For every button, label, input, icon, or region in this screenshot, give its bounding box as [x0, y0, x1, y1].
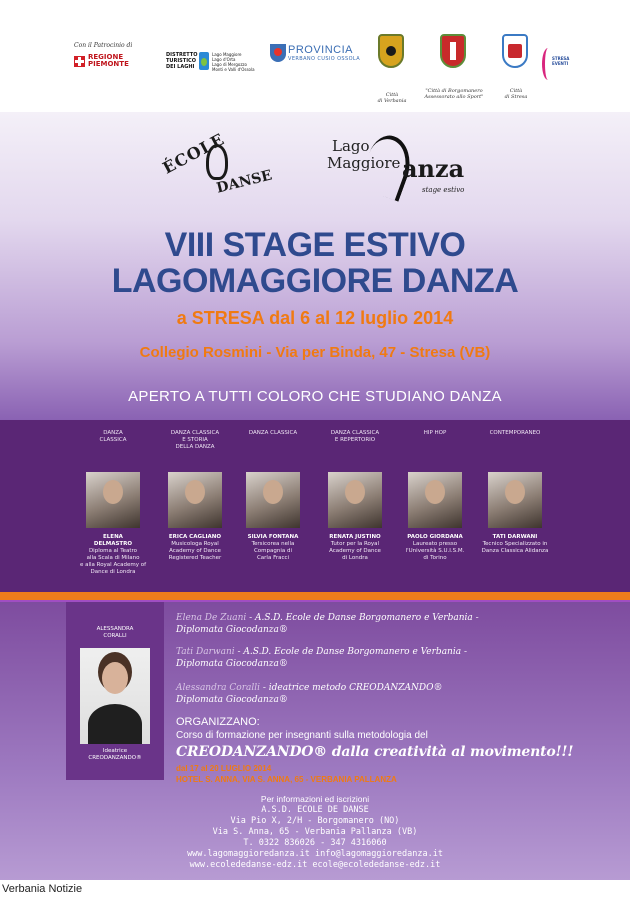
teacher-photo: [488, 472, 542, 528]
organizzano-title: ORGANIZZANO:: [176, 716, 260, 728]
coralli-caption: Ideatrice CREODANZANDO®: [88, 748, 142, 761]
provincia-vco-logo: PROVINCIA VERBANO CUSIO OSSOLA: [270, 44, 360, 62]
teacher-photo: [246, 472, 300, 528]
website-line[interactable]: www.ecolededanse-edz.it ecole@ecolededanse-edz.it: [189, 860, 441, 870]
staff-entry: Tati Darwani - A.S.D. Ecole de Danse Borgomanero e Verbania - Diplomata Giocodanza®: [176, 647, 468, 669]
course-section: [0, 602, 630, 880]
teacher-photo: [408, 472, 462, 528]
teacher-photo: [328, 472, 382, 528]
staff-entry: Alessandra Coralli - ideatrice metodo CREODANZANDO® Diplomata Giocodanza®: [176, 683, 443, 705]
dancer-figure-icon: [206, 144, 228, 180]
teacher-card: [314, 430, 396, 562]
patrocinio-label: Con il Patrocinio di: [74, 42, 133, 49]
teacher-description: Tecnico Specializzato in Danza Classica Alidanza: [481, 541, 549, 554]
teacher-photo: [86, 472, 140, 528]
coralli-name: ALESSANDRA CORALLI: [96, 626, 134, 639]
regione-line2: PIEMONTE: [88, 60, 129, 68]
borgomanero-crest-icon: [440, 34, 466, 68]
cross-flag-icon: [74, 56, 85, 67]
course-venue: HOTEL S. ANNA, VIA S. ANNA, 65 - VERBANIA PALLANZA: [176, 775, 397, 784]
teacher-card: [474, 430, 556, 555]
event-title-line1: VIII STAGE ESTIVO: [164, 226, 466, 264]
teacher-name: ELENA DELMASTRO: [93, 534, 133, 547]
teacher-description: Laureato presso l'Università S.U.I.S.M. di Torino: [405, 541, 465, 561]
website-line[interactable]: www.lagomaggioredanza.it info@lagomaggioredanza.it: [187, 849, 443, 859]
teacher-name: PAOLO GIORDANA: [407, 534, 463, 540]
borgomanero-caption: "Città di Borgomanero Assessorato allo Sport": [424, 88, 484, 100]
stresa-eventi-logo: STRESA EVENTI: [542, 48, 566, 80]
teacher-name: TATI DARWANI: [492, 534, 538, 540]
ecole-de-danse-logo: ÉCOLE DANSE: [159, 129, 274, 197]
teacher-discipline: CONTEMPORANEO: [489, 430, 541, 436]
orange-divider: [0, 592, 630, 600]
distretto-turistico-logo: DISTRETTO TURISTICO DEI LAGHI: [166, 52, 198, 70]
sponsor-strip: [0, 0, 630, 112]
teacher-description: Tutor per la Royal Academy of Dance di Londra: [329, 541, 381, 561]
regione-piemonte-logo: [74, 54, 129, 68]
teacher-description: Musicologa Royal Academy of Dance Registered Teacher: [168, 541, 222, 561]
teacher-discipline: DANZA CLASSICA: [99, 430, 127, 443]
teacher-card: [232, 430, 314, 562]
teacher-name: RENATA JUSTINO: [329, 534, 381, 540]
contact-info: Per informazioni ed iscrizioni A.S.D. ECOLE DE DANSE Via Pio X, 2/H - Borgomanero (NO) Via S. Anna, 65 - Verbania Pallanza (VB) T. 0322 836026 - 347 4316060 www.lagomaggioredanza.it info@lagomaggioredanza.it www.ecolededanse-edz.it ecole@ecolededanse-edz.it: [0, 794, 630, 871]
stresa-caption: Città di Stresa: [504, 88, 528, 100]
lagomaggiore-danza-logo: Lago Maggiore anza stage estivo: [322, 128, 482, 208]
coralli-panel: [66, 602, 164, 780]
teacher-discipline: DANZA CLASSICA E STORIA DELLA DANZA: [170, 430, 220, 450]
event-dates: a STRESA dal 6 al 12 luglio 2014: [176, 308, 454, 328]
teacher-name: SILVIA FONTANA: [247, 534, 299, 540]
watermark-strip: [0, 880, 630, 900]
teacher-photo: [168, 472, 222, 528]
teacher-description: Tersicorea nella Compagnia di Carla Fracci: [251, 541, 295, 561]
teacher-card: [72, 430, 154, 576]
stresa-crest-icon: [502, 34, 528, 68]
lake-map-icon: [199, 52, 209, 70]
open-to-all-banner: APERTO A TUTTI COLORO CHE STUDIANO DANZA: [128, 388, 502, 405]
laghi-list: Lago Maggiore Lago d'Orta Lago di Mergozzo Monti e Valli d'Ossola: [212, 52, 255, 72]
teacher-discipline: HIP HOP: [423, 430, 447, 436]
teacher-description: Diploma al Teatro alla Scala di Milano e alla Royal Academy of Dance di Londra: [79, 548, 147, 575]
event-venue: Collegio Rosmini - Via per Binda, 47 - Stresa (VB): [139, 344, 491, 361]
course-dates: dal 17 al 20 LUGLIO 2014: [176, 764, 272, 773]
verbania-caption: Città di Verbania: [377, 92, 407, 104]
event-title-line2: LAGOMAGGIORE DANZA: [111, 262, 519, 300]
staff-entry: Elena De Zuani - A.S.D. Ecole de Danse Borgomanero e Verbania - Diplomata Giocodanza®: [176, 613, 479, 635]
provincia-shield-icon: [270, 44, 286, 62]
creodanzando-headline: CREODANZANDO® dalla creatività al movimento!!!: [176, 744, 574, 760]
hero-section: [0, 112, 630, 420]
watermark-label: Verbania Notizie: [2, 883, 83, 895]
organizzano-description: Corso di formazione per insegnanti sulla metodologia del: [176, 730, 428, 741]
teachers-band: [0, 420, 630, 592]
coralli-photo: [80, 648, 150, 744]
teacher-name: ERICA CAGLIANO: [168, 534, 222, 540]
regione-line1: REGIONE: [88, 53, 124, 61]
teacher-discipline: DANZA CLASSICA: [248, 430, 298, 436]
teacher-card: [394, 430, 476, 562]
verbania-crest-icon: [378, 34, 404, 68]
teacher-card: [154, 430, 236, 562]
teacher-discipline: DANZA CLASSICA E REPERTORIO: [330, 430, 380, 443]
